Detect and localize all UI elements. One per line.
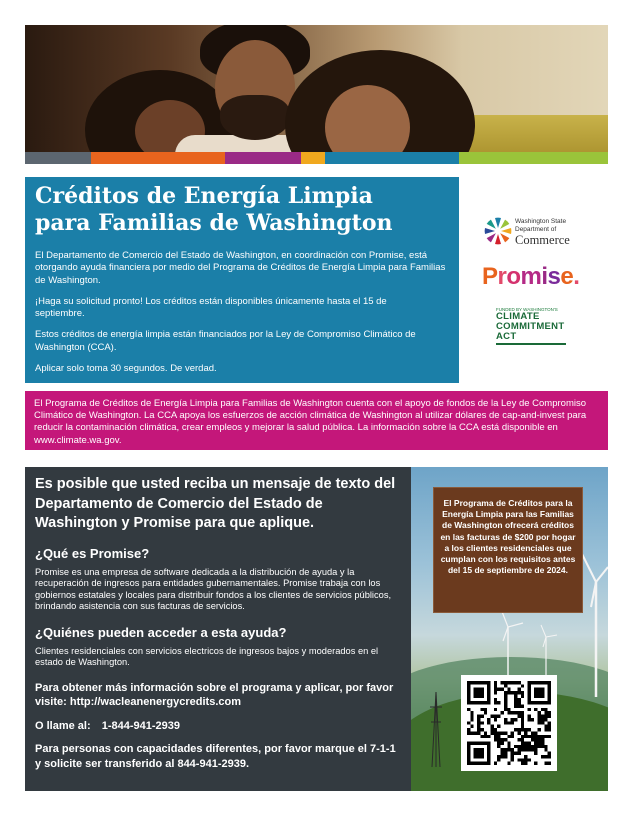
phone-label: O llame al: (35, 719, 91, 732)
stripe-segment (25, 152, 91, 164)
color-stripe (25, 152, 608, 164)
qr-code-icon (467, 681, 551, 765)
funding-note: El Programa de Créditos de Energía Limpia para Familias de Washington cuenta con el apoyo de fondos de la Ley de Compromiso Climático de Washington. La CCA apoya los esfuerzos de acción climática de Washington al utilizar dólares de cap-and-invest para reducir la contaminación climática, crear empleos y mejorar la salud pública. La información sobre la CCA está disponible en www.climate.wa.gov. (25, 391, 608, 450)
commerce-logo (484, 217, 584, 249)
promise-logo-text (482, 263, 579, 291)
stripe-segment (301, 152, 325, 164)
funding-paragraph: Estos créditos de energía limpia están financiados por la Ley de Compromiso Climático de Washington (CCA). (35, 329, 416, 353)
promise-logo-letter: e (560, 263, 574, 290)
commerce-logo-text: Washington State (515, 218, 567, 225)
promise-logo-letter: i (541, 263, 548, 290)
promise-logo-letter: o (506, 263, 521, 290)
accessibility-text: Para personas con capacidades diferentes, por favor marque el 7-1-1 y solicite ser transferido al 844-941-2939. (35, 743, 396, 770)
apply-time-paragraph: Aplicar solo toma 30 segundos. De verdad. (35, 363, 217, 375)
page-title (35, 183, 449, 237)
more-info-text: Para obtener más información sobre el programa y aplicar, por favor visite: http://wacleanenergycredits.com (35, 681, 394, 708)
cca-logo-underline (496, 343, 566, 345)
title-panel (25, 177, 459, 383)
credit-callout: El Programa de Créditos para la Energía Limpia para las Familias de Washington ofrecerá créditos en las facturas de $200 por hogar a los clientes residenciales que cumplan con los requisitos antes del 15 de septiembre de 2024. (433, 487, 583, 613)
commerce-wheel-icon (484, 217, 512, 245)
cca-logo-caption: FUNDED BY WASHINGTON'S (496, 307, 558, 312)
qr-code[interactable] (461, 675, 557, 771)
stripe-segment (325, 152, 459, 164)
photo-figure (220, 95, 290, 140)
stripe-segment (91, 152, 225, 164)
promise-logo-letter: m (520, 263, 542, 290)
commerce-logo-text: Department of (515, 226, 557, 233)
phone-number[interactable]: 1-844-941-2939 (101, 719, 180, 732)
question-who-qualifies: ¿Quiénes pueden acceder a esta ayuda? (35, 624, 287, 640)
promise-logo (482, 263, 579, 291)
stripe-segment (225, 152, 301, 164)
phone-line (35, 719, 401, 734)
title-line: para Familias de Washington (35, 210, 393, 236)
info-panel (25, 467, 411, 791)
title-line: Créditos de Energía Limpia (35, 183, 373, 209)
intro-paragraph: El Departamento de Comercio del Estado de Washington, en coordinación con Promise, está otorgando ayuda financiera por medio del Programa de Créditos de Energía Limpia para Familias de Washington. (35, 250, 446, 286)
promise-logo-letter: . (573, 263, 580, 290)
answer-who-qualifies: Clientes residenciales con servicios electricos de ingresos bajos y moderados en el estado de Washington. (35, 645, 379, 667)
stripe-segment (459, 152, 608, 164)
cca-logo (496, 307, 576, 345)
cca-logo-text: CLIMATE (496, 311, 540, 322)
text-message-headline: Es posible que usted reciba un mensaje de texto del Departamento de Comercio del Estado de Washington y Promise para que aplique. (35, 476, 396, 531)
promise-logo-letter: P (482, 263, 498, 290)
promise-logo-letter: r (497, 263, 507, 290)
promise-logo-letter: s (547, 263, 561, 290)
cca-logo-text: COMMITMENT (496, 321, 565, 332)
question-what-is-promise: ¿Qué es Promise? (35, 545, 150, 561)
answer-what-is-promise: Promise es una empresa de software dedicada a la distribución de ayuda y la recuperación de ingresos para entidades gubernamentales. Promise trabaja con los gobiernos estatales y locales para distribuir fondos a los clientes de servicios públicos, brindando asistencia con sus facturas de servicios. (35, 566, 392, 611)
commerce-logo-text: Commerce (515, 233, 570, 247)
cca-logo-text: ACT (496, 331, 517, 342)
deadline-paragraph: ¡Haga su solicitud pronto! Los créditos están disponibles únicamente hasta el 15 de septiembre. (35, 295, 387, 320)
hero-photo (25, 25, 608, 152)
